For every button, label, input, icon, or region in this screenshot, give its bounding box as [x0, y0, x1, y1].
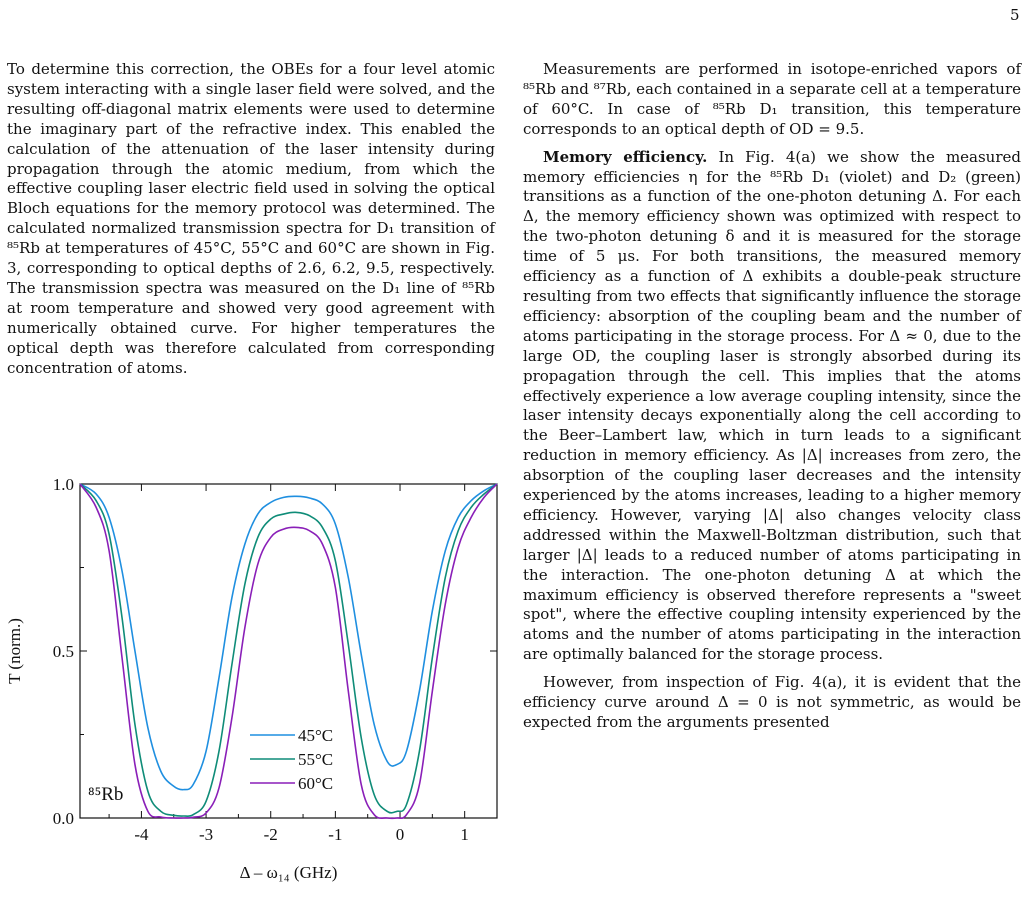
x-tick-label: -4: [134, 825, 149, 844]
right-column: [523, 60, 1021, 733]
memory-efficiency-heading: Memory efficiency.: [543, 147, 708, 166]
x-axis-label: Δ – ω₁₄ (GHz): [239, 863, 338, 882]
transmission-figure: [0, 470, 510, 882]
y-tick-label: 0.0: [52, 809, 74, 828]
measurement-paragraph: Measurements are performed in isotope-enriched vapors of ⁸⁵Rb and ⁸⁷Rb, each contained in a separate cell at a temperature of 60°C. In case of ⁸⁵Rb D₁ transition, this temperature corresponds to an optical depth of OD = 9.5.: [523, 60, 1021, 138]
legend-label-2: 60°C: [298, 774, 334, 793]
isotope-annotation: ⁸⁵Rb: [88, 784, 124, 805]
asymmetry-paragraph: However, from inspection of Fig. 4(a), it is evident that the efficiency curve around Δ = 0 is not symmetric, as would be expected from the arguments presented: [523, 673, 1021, 731]
series-line-0: [80, 484, 497, 790]
x-tick-label: -3: [198, 825, 214, 844]
x-tick-label: -2: [263, 825, 278, 844]
y-axis-label: T (norm.): [5, 618, 24, 684]
legend-label-0: 45°C: [298, 726, 334, 745]
left-column: [7, 60, 495, 379]
memory-efficiency-body: In Fig. 4(a) we show the measured memory efficiencies η for the ⁸⁵Rb D₁ (violet) and D₂ (green) transitions as a function of the one-photon detuning Δ. For each Δ, the memory efficiency shown was optimized with respect to the two-photon detuning δ and it is measured for the storage time of 5 μs. For both transitions, the measured memory efficiency as a function of Δ exhibits a double-peak structure resulting from two effects that significantly influence the storage efficiency: absorption of the coupling beam and the number of atoms participating in the storage process. For Δ ≈ 0, due to the large OD, the coupling laser is strongly absorbed during its propagation through the cell. This implies that the atoms effectively experience a low average coupling intensity, since the laser intensity decays exponentially along the cell according to the Beer–Lambert law, which in turn leads to a significant reduction in memory efficiency. As |Δ| increases from zero, the absorption of the coupling laser decreases and the intensity experienced by the atoms increases, leading to a higher memory efficiency. However, varying |Δ| also changes velocity class addressed within the Maxwell-Boltzman distribution, such that larger |Δ| leads to a reduced number of atoms participating in the interaction. The one-photon detuning Δ at which the maximum efficiency is observed therefore represents a "sweet spot", where the effective coupling intensity experienced by the atoms and the number of atoms participating in the interaction are optimally balanced for the storage process.: [523, 147, 1021, 664]
x-tick-label: 1: [460, 825, 469, 844]
x-tick-label: -1: [328, 825, 343, 844]
page-number: 5: [1010, 6, 1020, 24]
memory-efficiency-paragraph: [523, 148, 1021, 666]
legend-label-1: 55°C: [298, 750, 334, 769]
transmission-chart: [0, 470, 510, 890]
x-tick-label: 0: [395, 825, 405, 844]
left-paragraph: To determine this correction, the OBEs for a four level atomic system interacting with a single laser field were solved, and the resulting off-diagonal matrix elements were used to determine the imaginary part of the refractive index. This enabled the calculation of the attenuation of the laser intensity during propagation through the atomic medium, from which the effective coupling laser electric field used in solving the optical Bloch equations for the memory protocol was determined. The calculated normalized transmission spectra for D₁ transition of ⁸⁵Rb at temperatures of 45°C, 55°C and 60°C are shown in Fig. 3, corresponding to optical depths of 2.6, 6.2, 9.5, respectively. The transmission spectra was measured on the D₁ line of ⁸⁵Rb at room temperature and showed very good agreement with numerically obtained curve. For higher temperatures the optical depth was therefore calculated from corresponding concentration of atoms.: [7, 60, 495, 377]
series-line-1: [80, 484, 497, 816]
y-tick-label: 1.0: [52, 475, 74, 494]
y-tick-label: 0.5: [52, 642, 74, 661]
